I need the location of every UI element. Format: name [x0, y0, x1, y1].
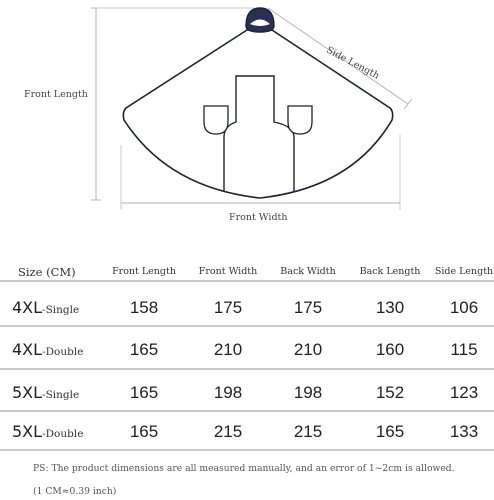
header-size: Size (CM)	[18, 265, 76, 279]
front-length-label: Front Length	[24, 89, 88, 100]
row-divider	[0, 410, 494, 412]
side-length-cell: 123	[449, 383, 479, 402]
poncho-outline	[0, 0, 494, 240]
conversion-note: (1 CM≈0.39 inch)	[33, 486, 117, 497]
size-label: 4XL-Double	[12, 340, 84, 359]
front-length-cell: 165	[129, 340, 159, 359]
measurement-note: PS: The product dimensions are all measured manually, and an error of 1~2cm is allowed.	[33, 463, 455, 474]
row-divider	[0, 368, 494, 370]
side-length-cell: 115	[450, 340, 478, 359]
front-length-cell: 158	[129, 298, 159, 317]
front-width-cell: 215	[213, 422, 243, 441]
front-width-cell: 198	[213, 383, 243, 402]
table-header-row	[0, 266, 494, 286]
back-width-cell: 210	[293, 340, 323, 359]
header-front-length: Front Length	[112, 266, 176, 277]
side-length-cell: 133	[449, 422, 479, 441]
header-back-width: Back Width	[280, 266, 336, 277]
back-length-cell: 152	[375, 383, 405, 402]
front-length-cell: 165	[129, 383, 159, 402]
right-pocket	[288, 106, 312, 134]
size-label: 5XL-Single	[12, 383, 80, 402]
front-width-label: Front Width	[229, 212, 288, 223]
row-divider	[0, 280, 494, 282]
back-length-cell: 165	[375, 422, 405, 441]
back-width-cell: 175	[293, 298, 323, 317]
left-pocket	[204, 106, 228, 134]
row-divider	[0, 449, 494, 451]
back-length-cell: 160	[375, 340, 405, 359]
header-front-width: Front Width	[198, 266, 258, 277]
header-side-length: Side Length	[434, 266, 494, 277]
row-divider	[0, 325, 494, 327]
front-width-cell: 175	[213, 298, 243, 317]
size-label: 5XL-Double	[12, 422, 84, 441]
side-length-cell: 106	[449, 298, 479, 317]
side-length-label: Side Length	[324, 44, 382, 82]
back-length-cell: 130	[375, 298, 405, 317]
header-back-length: Back Length	[359, 266, 421, 277]
poncho-diagram	[0, 0, 494, 240]
front-length-cell: 165	[129, 422, 159, 441]
back-width-cell: 198	[293, 383, 323, 402]
poncho-body	[123, 30, 392, 198]
back-width-cell: 215	[293, 422, 323, 441]
size-label: 4XL-Single	[12, 298, 80, 317]
front-width-cell: 210	[213, 340, 243, 359]
